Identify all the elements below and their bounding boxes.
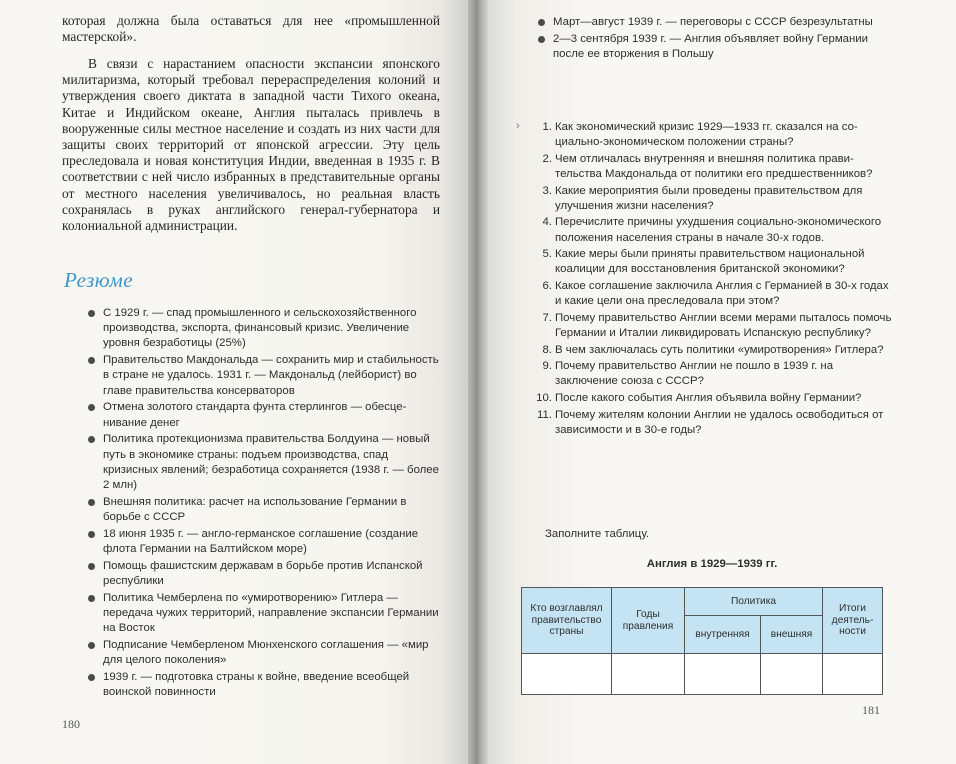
resume-item: Правительство Макдональда — сохранить мир и стабильность в стране не удалось. 1931 г. — Макдональд (лейборист) во главе правительства консерваторов bbox=[88, 353, 440, 399]
bullet-icon bbox=[88, 563, 95, 570]
question-item: 2. Чем отличалась внутренняя и внешняя политика правительства Макдональда от политики его предшественников? bbox=[542, 152, 873, 180]
bullet-icon bbox=[88, 436, 95, 443]
resume-item: Политика протекционизма правительства Болдуина — новый путь в экономике страны: подъем производства, спад кризисных явлений; безработица сохраняется (1938 г. — более 2 млн) bbox=[88, 432, 440, 493]
table-instruction: Заполните таблицу. bbox=[545, 528, 650, 540]
resume-item: Политика Чемберлена по «умиротворению» Гитлера — передача чужих территорий, направление экспансии Германии на Восток bbox=[88, 591, 440, 637]
bullet-icon bbox=[538, 19, 545, 26]
timeline-item: Март—август 1939 г. — переговоры с СССР безрезультатны bbox=[538, 15, 890, 30]
timeline-list bbox=[538, 15, 890, 65]
bullet-icon bbox=[88, 531, 95, 538]
header-internal: внутренняя bbox=[685, 616, 761, 654]
table-cell[interactable] bbox=[761, 654, 823, 695]
resume-item: Отмена золотого стандарта фунта стерлингов — обесценивание денег bbox=[88, 400, 440, 430]
header-who-led: Кто возглавлял правительство страны bbox=[522, 588, 612, 654]
bullet-icon bbox=[88, 499, 95, 506]
resume-list bbox=[88, 306, 440, 702]
resume-item: Подписание Чемберленом Мюнхенского соглашения — «мир для целого поколения» bbox=[88, 638, 440, 668]
bullet-icon bbox=[88, 357, 95, 364]
resume-item: Внешняя политика: расчет на использование Германии в борьбе с СССР bbox=[88, 495, 440, 525]
fill-in-table bbox=[521, 587, 883, 695]
resume-item: 1939 г. — подготовка страны к войне, введение всеобщей воинской повинности bbox=[88, 670, 440, 700]
header-years: Годы правления bbox=[612, 588, 685, 654]
question-item: 8. В чем заключалась суть политики «умиротворения» Гитлера? bbox=[542, 343, 884, 356]
header-policy: Политика bbox=[685, 588, 823, 616]
questions-list bbox=[528, 120, 892, 439]
page-number-left: 180 bbox=[62, 717, 80, 731]
bullet-icon bbox=[88, 674, 95, 681]
question-item: 1. Как экономический кризис 1929—1933 гг. сказался на социально-экономическом положении страны? bbox=[542, 121, 858, 149]
resume-item: С 1929 г. — спад промышленного и сельскохозяйственного производства, экспорта, финансовый кризис. Увеличение уровня безработицы (25%) bbox=[88, 306, 440, 352]
questions-marker-icon: › bbox=[516, 120, 520, 132]
intro-paragraph: которая должна была оставаться для нее «промышленной мастерской». bbox=[62, 13, 440, 45]
page-number-right: 181 bbox=[862, 703, 880, 717]
table-row bbox=[522, 654, 883, 695]
resume-item: 18 июня 1935 г. — англо-германское соглашение (создание флота Германии на Балтийском море) bbox=[88, 527, 440, 557]
timeline-item: 2—3 сентября 1939 г. — Англия объявляет войну Германии после ее вторжения в Польшу bbox=[538, 32, 890, 62]
bullet-icon bbox=[88, 642, 95, 649]
bullet-icon bbox=[538, 36, 545, 43]
question-item: 10. После какого события Англия объявила войну Германии? bbox=[536, 391, 862, 404]
question-item: 7. Почему правительство Англии всеми мерами пыталось помочь Германии и Италии ликвидировать Испанскую республику? bbox=[542, 311, 892, 339]
table-cell[interactable] bbox=[522, 654, 612, 695]
header-results: Итоги деятельности bbox=[823, 588, 883, 654]
bullet-icon bbox=[88, 595, 95, 602]
question-item: 3. Какие мероприятия были проведены правительством для улучшения жизни населения? bbox=[542, 184, 863, 212]
table-cell[interactable] bbox=[685, 654, 761, 695]
resume-item: Помощь фашистским державам в борьбе против Испанской республики bbox=[88, 559, 440, 589]
question-item: 4. Перечислите причины ухудшения социально-экономического положения населения страны в начале 30-х годов. bbox=[542, 216, 882, 244]
left-page bbox=[0, 0, 468, 764]
book-gutter bbox=[468, 0, 488, 764]
main-paragraph: В связи с нарастанием опасности экспансии японского милитаризма, который требовал перераспределения колоний и утверждения своего диктата в западной части Тихого океана, Китае и Индийском океане, Англия пыталась привлечь в вооруженные силы местное население и создать из них части для защиты своих территорий от японской агрессии. Эту цель преследовала и новая конституция Индии, введенная в 1935 г. В соответствии с ней число избранных в представительные органы от местного населения увеличивалось, но реальная власть сохранялась в руках английского генерал-губернатора и колониальной администрации. bbox=[62, 56, 440, 234]
header-external: внешняя bbox=[761, 616, 823, 654]
question-item: 6. Какое соглашение заключила Англия с Германией в 30-х годах и какие цели она преследовала при этом? bbox=[542, 279, 889, 308]
table-cell[interactable] bbox=[823, 654, 883, 695]
bullet-icon bbox=[88, 310, 95, 317]
question-item: 5. Какие меры были приняты правительством национальной коалиции для восстановления британской экономики? bbox=[542, 248, 865, 276]
table-cell[interactable] bbox=[612, 654, 685, 695]
resume-heading: Резюме bbox=[64, 268, 134, 292]
bullet-icon bbox=[88, 404, 95, 411]
question-item: 9. Почему правительство Англии не пошло в 1939 г. на заключение союза с СССР? bbox=[542, 360, 834, 388]
table-title: Англия в 1929—1939 гг. bbox=[646, 558, 778, 570]
question-item: 11. Почему жителям колонии Англии не удалось освободиться от зависимости и в 30-е годы? bbox=[537, 408, 884, 436]
